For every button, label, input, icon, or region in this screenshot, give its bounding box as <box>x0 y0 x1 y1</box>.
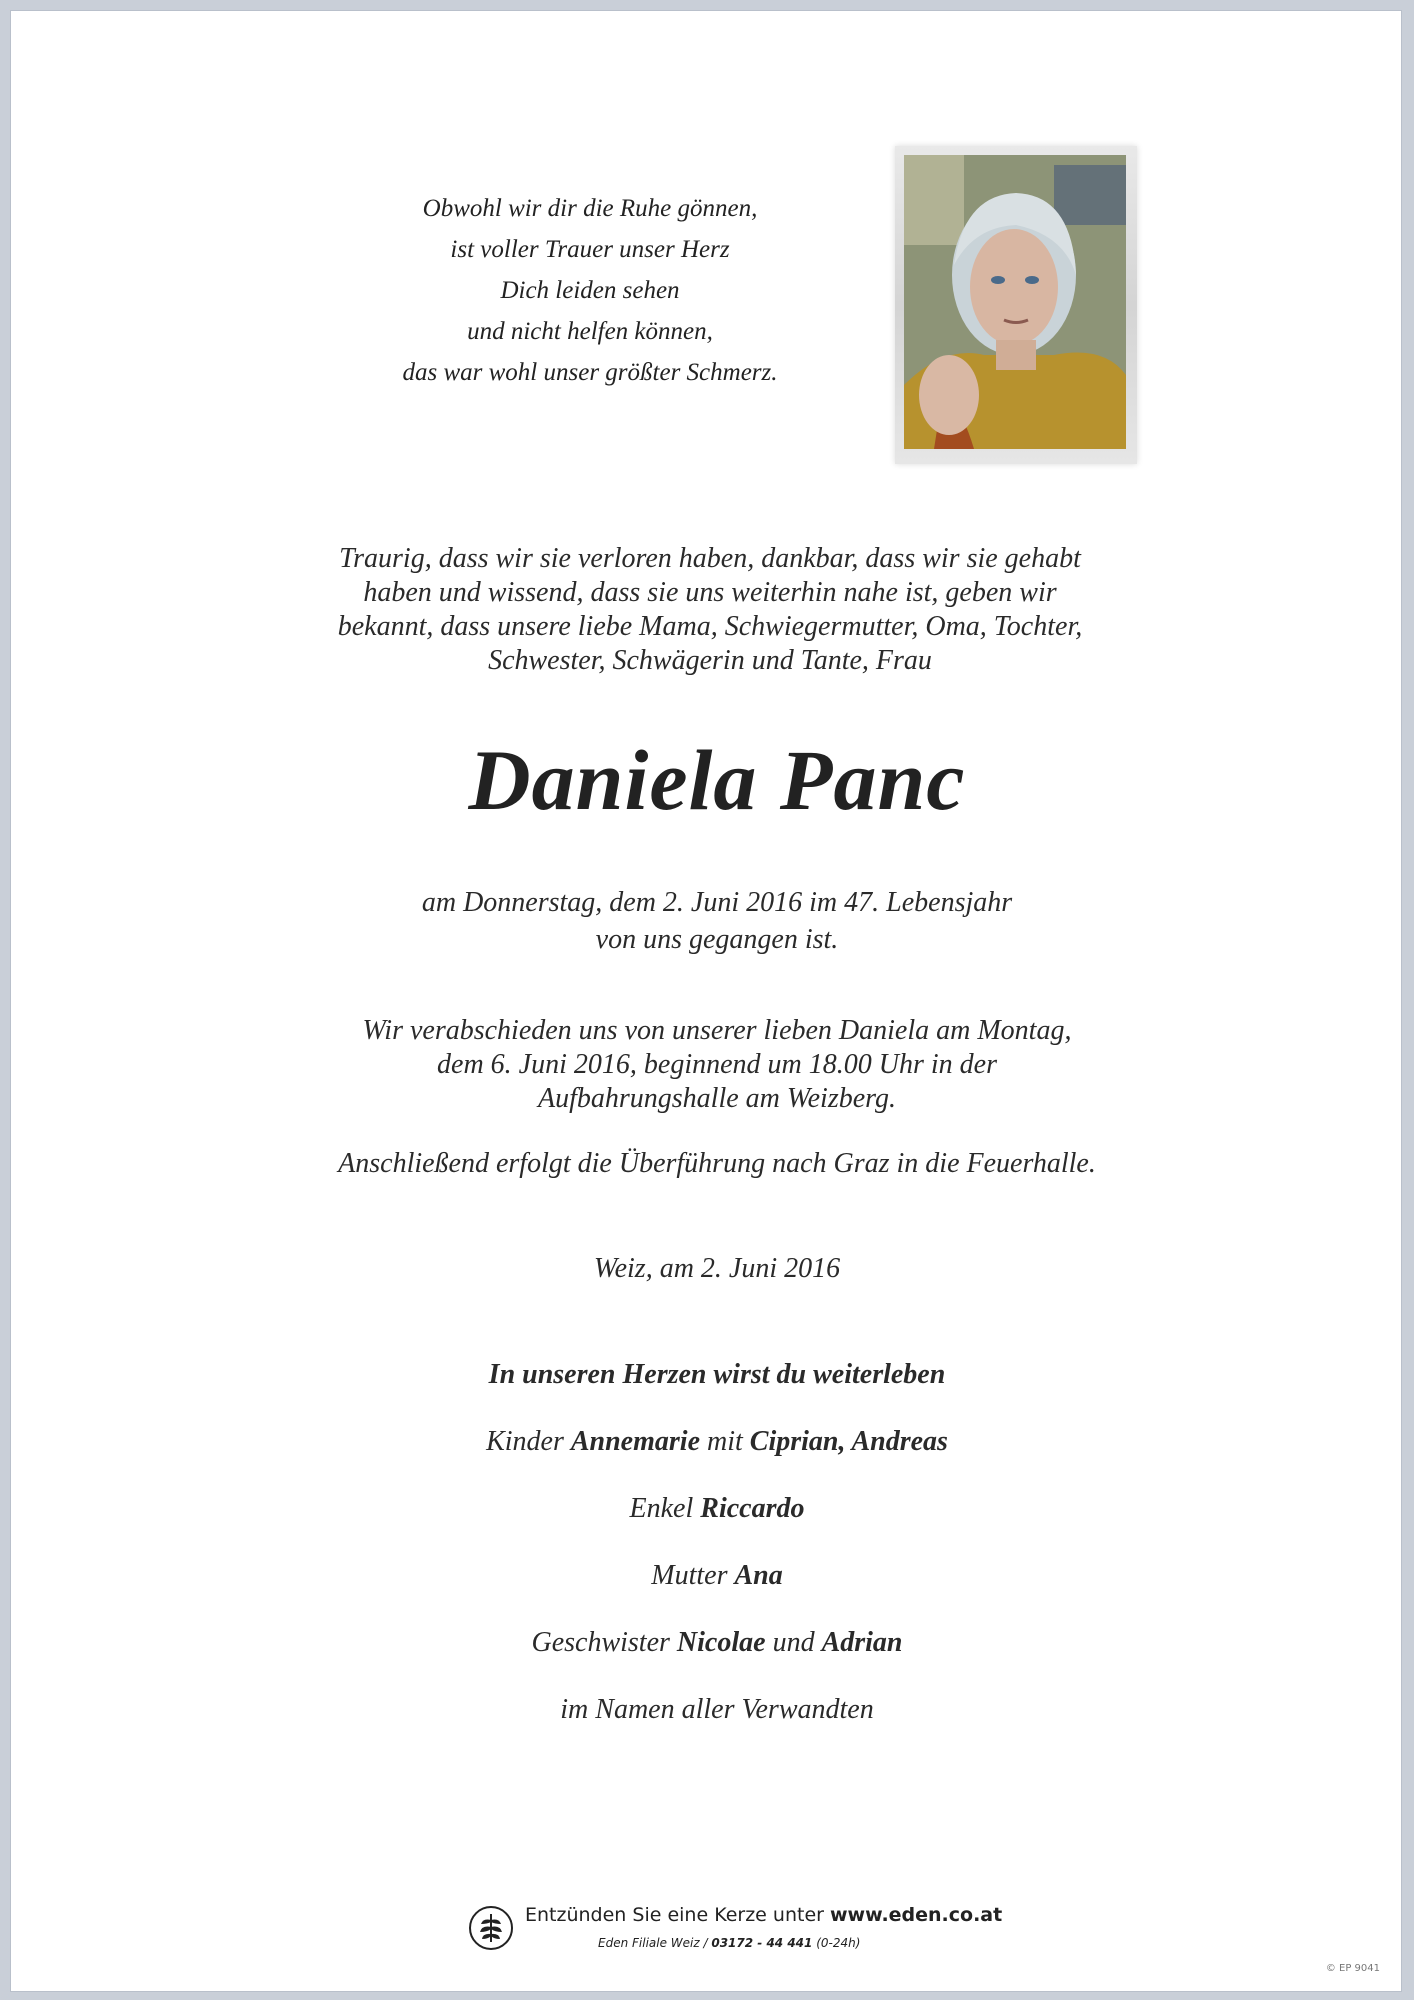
announcement-line: bekannt, dass unsere liebe Mama, Schwiegermutter, Oma, Tochter, <box>337 611 1083 642</box>
children-line <box>10 1425 1414 1492</box>
announcement-line: Traurig, dass wir sie verloren haben, dankbar, dass wir sie gehabt <box>339 543 1081 574</box>
closing-line <box>10 1693 1414 1760</box>
farewell-text <box>10 1014 1414 1116</box>
motto-line <box>10 1358 1414 1425</box>
passing-line: von uns gegangen ist. <box>595 924 839 955</box>
motto: In unseren Herzen wirst du weiterleben <box>488 1359 946 1390</box>
poem-line: Dich leiden sehen <box>500 277 680 304</box>
mother-line <box>10 1559 1414 1626</box>
mother-prefix: Mutter <box>651 1560 728 1591</box>
poem-line: Obwohl wir dir die Ruhe gönnen, <box>422 195 758 222</box>
passing-text <box>10 884 1414 958</box>
poem-line: ist voller Trauer unser Herz <box>450 236 730 263</box>
sibling-name: Nicolae <box>676 1627 766 1658</box>
portrait-photo <box>904 155 1126 449</box>
footer-phone: 03172 - 44 441 <box>711 1936 813 1950</box>
eden-leaf-logo-icon <box>469 1906 513 1950</box>
mother-name: Ana <box>734 1560 783 1591</box>
footer-branch: Eden Filiale Weiz / <box>598 1936 708 1950</box>
siblings-and: und <box>772 1627 815 1658</box>
footer-contact <box>598 1936 860 1950</box>
siblings-line <box>10 1626 1414 1693</box>
footer-hours: (0-24h) <box>816 1936 861 1950</box>
grandchild-prefix: Enkel <box>629 1493 694 1524</box>
portrait-illustration <box>904 155 1126 449</box>
farewell-line: Aufbahrungshalle am Weizberg. <box>537 1083 897 1114</box>
copyright: © EP 9041 <box>1325 1963 1380 1974</box>
poem <box>310 188 870 393</box>
passing-line: am Donnerstag, dem 2. Juni 2016 im 47. Lebensjahr <box>421 887 1013 918</box>
children-with: mit <box>707 1426 743 1457</box>
children-name: Annemarie <box>570 1426 700 1457</box>
obituary-sheet <box>10 10 1402 1992</box>
closing: im Namen aller Verwandten <box>560 1694 874 1725</box>
mourners-list <box>10 1358 1414 1760</box>
announcement-text <box>250 542 1170 678</box>
poem-line: das war wohl unser größter Schmerz. <box>402 359 778 386</box>
footer <box>465 1902 1003 1962</box>
farewell-line: Wir verabschieden uns von unserer lieben Daniela am Montag, <box>362 1015 1072 1046</box>
deceased-name: Daniela Panc <box>468 732 966 828</box>
announcement-line: haben und wissend, dass sie uns weiterhin nahe ist, geben wir <box>363 577 1057 608</box>
announcement-line: Schwester, Schwägerin und Tante, Frau <box>488 645 932 676</box>
place-date: Weiz, am 2. Juni 2016 <box>593 1253 841 1284</box>
footer-text: Entzünden Sie eine Kerze unter <box>525 1904 824 1926</box>
portrait-frame <box>895 146 1137 464</box>
children-names: Ciprian, Andreas <box>749 1426 948 1457</box>
footer-candle-text <box>525 1904 1002 1926</box>
transfer-text: Anschließend erfolgt die Überführung nach Graz in die Feuerhalle. <box>338 1148 1096 1179</box>
footer-url-link[interactable]: www.eden.co.at <box>830 1904 1003 1926</box>
farewell-line: dem 6. Juni 2016, beginnend um 18.00 Uhr in der <box>437 1049 997 1080</box>
children-prefix: Kinder <box>486 1426 564 1457</box>
grandchild-line <box>10 1492 1414 1559</box>
siblings-prefix: Geschwister <box>531 1627 670 1658</box>
grandchild-name: Riccardo <box>700 1493 805 1524</box>
poem-line: und nicht helfen können, <box>467 318 713 345</box>
sibling-name: Adrian <box>821 1627 903 1658</box>
